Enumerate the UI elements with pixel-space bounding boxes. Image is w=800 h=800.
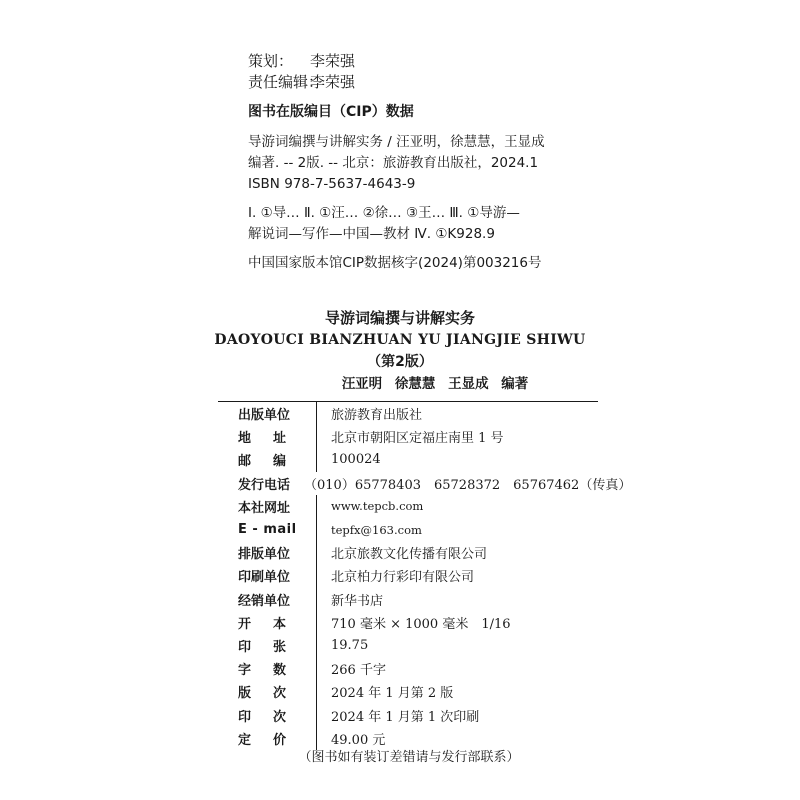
cip-line-5: 解说词—写作—中国—教材 Ⅳ. ①K928.9 [248, 226, 495, 242]
planner-value: 李荣强 [310, 52, 356, 70]
editor-label: 责任编辑： [248, 73, 324, 91]
info-label: 经销单位 [238, 593, 291, 609]
info-value: 旅游教育出版社 [331, 408, 423, 424]
book-title: 导游词编撰与讲解实务 [324, 309, 475, 327]
info-value: 2024 年 1 月第 1 次印刷 [331, 709, 480, 725]
planner-row [248, 51, 355, 72]
info-row-address [218, 425, 598, 448]
book-edition: （第2版） [367, 354, 433, 370]
info-value: 266 千字 [331, 663, 386, 679]
info-row-postcode [218, 448, 598, 471]
editor-row [248, 72, 355, 93]
planner-label: 策划： [248, 52, 294, 70]
info-label: 排版单位 [238, 547, 291, 563]
info-row-email [218, 518, 598, 541]
info-label: 开本 [238, 616, 309, 632]
info-row-edition [218, 680, 598, 703]
info-row-publisher [218, 402, 598, 425]
info-row-sheets [218, 634, 598, 657]
cip-line-2: 编著. -- 2版. -- 北京：旅游教育出版社，2024.1 [248, 155, 539, 171]
info-label: 版次 [238, 686, 309, 702]
info-value: 北京旅教文化传播有限公司 [331, 547, 488, 563]
footer-note: （图书如有装订差错请与发行部联系） [298, 750, 520, 765]
cip-line-1: 导游词编撰与讲解实务 / 汪亚明，徐慧慧，王显成 [248, 134, 545, 150]
info-value: 100024 [331, 452, 381, 468]
info-row-printer [218, 564, 598, 587]
info-row-format [218, 611, 598, 634]
info-value: 710 毫米 × 1000 毫米 1/16 [331, 616, 511, 632]
info-label: 出版单位 [238, 408, 291, 424]
info-row-typesetter [218, 541, 598, 564]
info-label: 定价 [238, 732, 309, 748]
info-label: 地址 [238, 431, 309, 447]
cip-line-4: Ⅰ. ①导… Ⅱ. ①汪… ②徐… ③王… Ⅲ. ①导游— [248, 205, 520, 221]
info-row-word-count [218, 657, 598, 680]
info-label: 邮编 [238, 454, 309, 470]
cip-block [248, 98, 578, 274]
editor-value: 李荣强 [310, 73, 356, 91]
info-value: 北京市朝阳区定福庄南里 1 号 [331, 431, 504, 447]
info-value: 北京柏力行彩印有限公司 [331, 570, 475, 586]
cip-heading: 图书在版编目（CIP）数据 [248, 104, 414, 120]
info-value: 2024 年 1 月第 2 版 [331, 686, 454, 702]
info-value: www.tepcb.com [331, 499, 424, 514]
cip-line-3: ISBN 978-7-5637-4643-9 [248, 176, 416, 192]
info-value: （010）65778403 65728372 65767462（传真） [304, 477, 632, 493]
cip-line-6: 中国国家版本馆CIP数据核字(2024)第003216号 [248, 255, 542, 271]
info-label: 印张 [238, 639, 309, 655]
info-value: 49.00 元 [331, 732, 386, 748]
info-row-website [218, 495, 598, 518]
info-label: 本社网址 [238, 500, 291, 516]
info-row-distributor [218, 588, 598, 611]
book-authors: 汪亚明 徐慧慧 王显成 编著 [341, 376, 529, 392]
info-row-price [218, 727, 598, 750]
book-pinyin: DAOYOUCI BIANZHUAN YU JIANGJIE SHIWU [214, 332, 586, 348]
info-row-phone [218, 472, 632, 495]
info-row-impression [218, 703, 598, 726]
info-label: 印刷单位 [238, 570, 291, 586]
publication-info-table [218, 401, 632, 750]
book-title-block [0, 307, 800, 395]
info-label: 印次 [238, 709, 309, 725]
info-value: tepfx@163.com [331, 522, 422, 537]
info-label: E - mail [238, 522, 297, 538]
credits-block [248, 51, 355, 93]
info-value: 新华书店 [331, 593, 384, 609]
info-label: 字数 [238, 663, 309, 679]
info-label: 发行电话 [238, 477, 291, 493]
info-value: 19.75 [331, 637, 369, 653]
